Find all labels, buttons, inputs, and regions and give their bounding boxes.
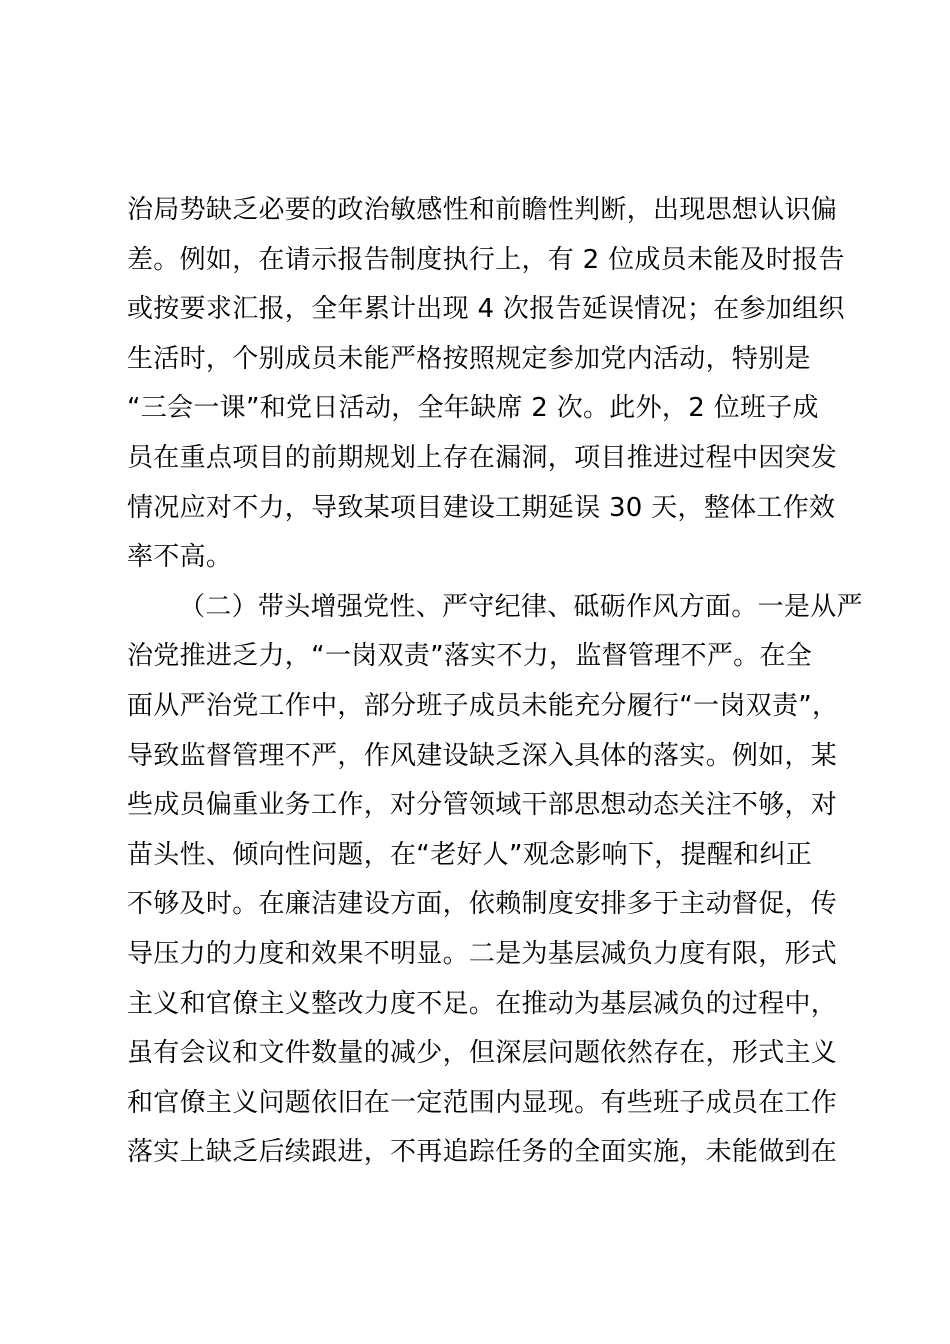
text-line: 苗头性、倾向性问题，在“老好人”观念影响下，提醒和纠正 bbox=[127, 839, 813, 870]
text-line: 治党推进乏力，“一岗双责”落实不力，监督管理不严。在全 bbox=[127, 641, 813, 672]
text-line: “三会一课”和党日活动，全年缺席 2 次。此外，2 位班子成 bbox=[127, 393, 819, 424]
text-line: 员在重点项目的前期规划上存在漏洞，项目推进过程中因突发 bbox=[127, 442, 838, 473]
text-line: 治局势缺乏必要的政治敏感性和前瞻性判断，出现思想认识偏 bbox=[127, 195, 838, 225]
text-line: 面从严治党工作中，部分班子成员未能充分履行“一岗双责”， bbox=[127, 690, 839, 721]
text-line: 主义和官僚主义整改力度不足。在推动为基层减负的过程中， bbox=[127, 988, 838, 1019]
text-line: 情况应对不力，导致某项目建设工期延误 30 天，整体工作效 bbox=[127, 492, 836, 523]
text-line: 导致监督管理不严，作风建设缺乏深入具体的落实。例如，某 bbox=[127, 740, 838, 771]
text-line: 生活时，个别成员未能严格按照规定参加党内活动，特别是 bbox=[127, 343, 811, 374]
section-heading-line: （二）带头增强党性、严守纪律、砥砺作风方面。一是从严 bbox=[179, 591, 863, 622]
text-line: 虽有会议和文件数量的减少，但深层问题依然存在，形式主义 bbox=[127, 1038, 838, 1069]
document-body bbox=[127, 186, 863, 1178]
text-line: 落实上缺乏后续跟进，不再追踪任务的全面实施，未能做到在 bbox=[127, 1137, 838, 1168]
text-line: 和官僚主义问题依旧在一定范围内显现。有些班子成员在工作 bbox=[127, 1087, 838, 1118]
text-line: 或按要求汇报，全年累计出现 4 次报告延误情况；在参加组织 bbox=[127, 294, 845, 325]
text-line: 些成员偏重业务工作，对分管领域干部思想动态关注不够，对 bbox=[127, 790, 838, 821]
text-line: 率不高。 bbox=[127, 542, 233, 573]
text-line: 不够及时。在廉洁建设方面，依赖制度安排多于主动督促，传 bbox=[127, 889, 838, 920]
text-line: 差。例如，在请示报告制度执行上，有 2 位成员未能及时报告 bbox=[127, 244, 845, 275]
text-line: 导压力的力度和效果不明显。二是为基层减负力度有限，形式 bbox=[127, 938, 838, 969]
